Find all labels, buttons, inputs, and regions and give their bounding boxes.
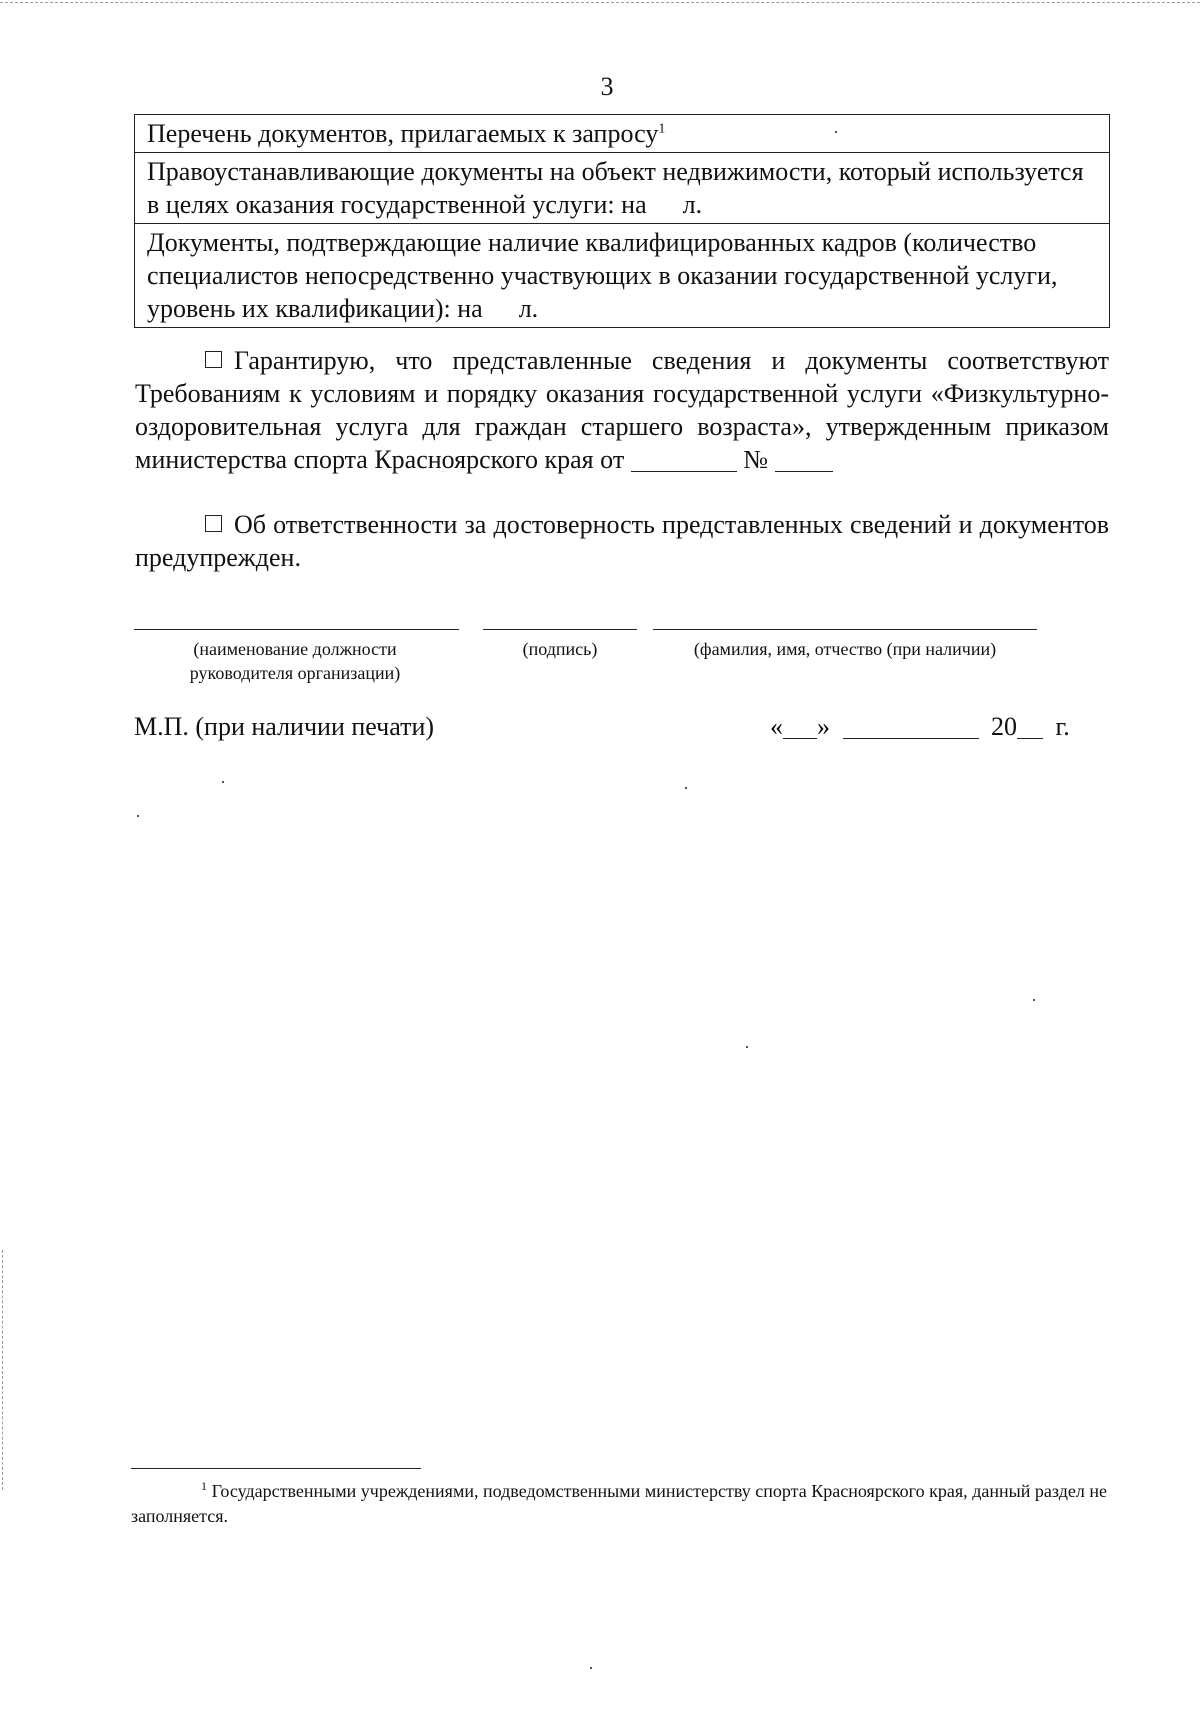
date-close-quote: » [817, 712, 830, 741]
position-line[interactable] [134, 629, 459, 630]
full-name-caption: (фамилия, имя, отчество (при наличии) [693, 639, 997, 659]
guarantee-checkbox[interactable] [205, 351, 222, 368]
documents-table [134, 114, 1110, 328]
documents-table-row-property [135, 153, 1109, 224]
signature-line[interactable] [483, 629, 637, 630]
scan-speck [137, 815, 139, 817]
date-year-suffix: г. [1055, 712, 1070, 741]
stamp-label: М.П. (при наличии печати) [134, 712, 435, 741]
date-open-quote: « [770, 712, 783, 741]
responsibility-text: Об ответственности за достоверность представленных сведений и документов предупрежден. [135, 510, 1109, 572]
sheets-suffix: л. [682, 190, 703, 219]
responsibility-paragraph [135, 508, 1109, 574]
scan-speck [746, 1046, 748, 1048]
scan-edge-left [2, 1250, 3, 1490]
scan-speck [590, 1667, 592, 1669]
date-line [770, 712, 1070, 742]
footnote [131, 1474, 1107, 1529]
date-month-field[interactable] [843, 716, 979, 739]
guarantee-text: Гарантирую, что представленные сведения и документы соответствуют Требованиям к условиям и порядку оказания государственной услуги «Физкультурно-оздоровительная услуга для граждан старшего возраста», утвержденным приказом министерства спорта Красноярского края [135, 346, 1109, 474]
footnote-mark: 1 [201, 1479, 207, 1493]
scan-edge-top [0, 2, 1200, 3]
sheets-suffix: л. [518, 294, 539, 323]
documents-table-row-staff [135, 224, 1109, 327]
scan-speck [835, 131, 837, 133]
footnote-reference: 1 [658, 121, 666, 137]
date-day-field[interactable] [783, 716, 817, 739]
signature-caption: (подпись) [522, 639, 598, 659]
responsibility-checkbox[interactable] [205, 515, 222, 532]
order-number-field[interactable] [775, 449, 833, 472]
documents-table-header-text: Перечень документов, прилагаемых к запросу [147, 119, 659, 148]
date-year-field[interactable] [1017, 716, 1043, 739]
full-name-line[interactable] [653, 629, 1037, 630]
order-number-label: № [743, 445, 768, 474]
documents-table-row-text: Документы, подтверждающие наличие квалифицированных кадров (количество специалистов непосредственно участвующих в оказании государственной услуги, уровень их квалификации): на [147, 228, 1058, 323]
footnote-rule [131, 1468, 421, 1469]
scan-speck [222, 781, 224, 783]
order-date-field[interactable] [631, 449, 737, 472]
position-caption: (наименование должности руководителя организации) [189, 639, 401, 683]
scan-speck [1033, 999, 1035, 1001]
guarantee-paragraph [135, 344, 1109, 476]
date-year-prefix: 20 [991, 712, 1017, 741]
page-number: 3 [600, 72, 614, 101]
footnote-text: Государственными учреждениями, подведомственными министерству спорта Красноярского края, данный раздел не заполняется. [131, 1481, 1108, 1526]
documents-table-header [135, 115, 1109, 153]
order-date-label: от [600, 445, 625, 474]
documents-table-row-text: Правоустанавливающие документы на объект недвижимости, который используется в целях оказания государственной услуги: на [147, 157, 1084, 219]
scan-speck [685, 787, 687, 789]
